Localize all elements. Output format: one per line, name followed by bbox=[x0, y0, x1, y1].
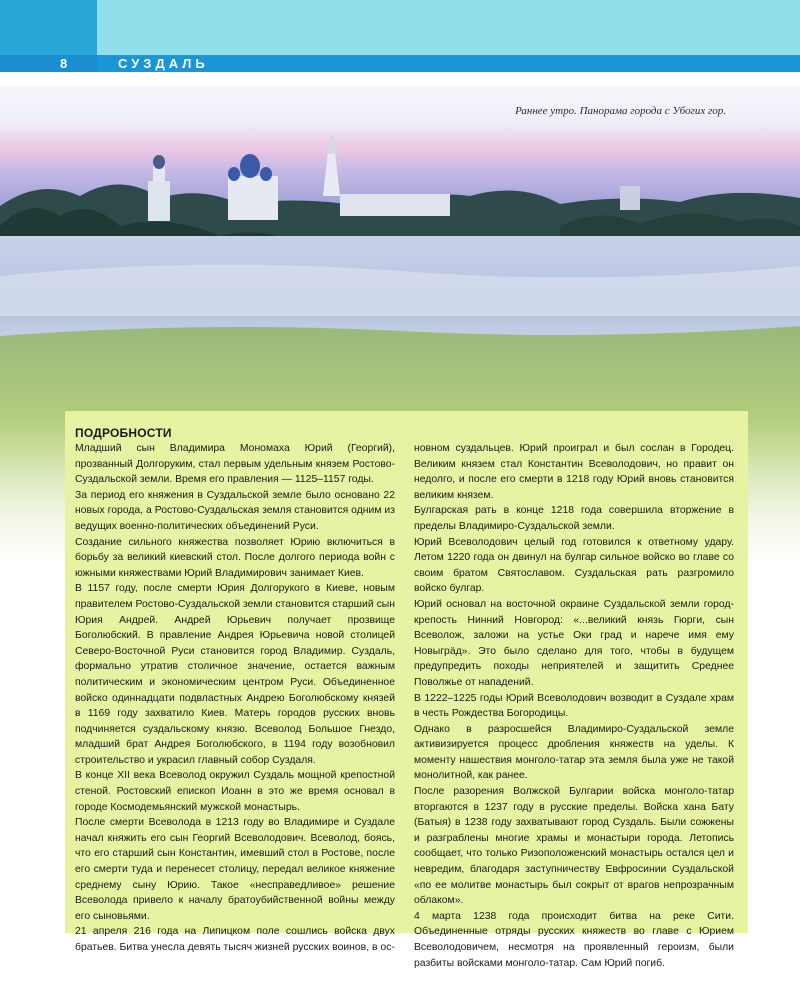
paragraph: В конце XII века Всеволод окружил Суздаль мощной крепостной стеной. Ростовский епископ Иоанн в это же время основал в городе Космодемьянский мужской монастырь. bbox=[75, 770, 395, 813]
paragraph: Младший сын Владимира Мономаха Юрий (Георгий), прозванный Долгоруким, стал первым удельным князем Ростово-Суздальской земли. Время его правления — 1125–1157 годы. bbox=[75, 443, 395, 486]
paragraph: Булгарская рать в конце 1218 года совершила вторжение в пределы Владимиро-Суздальской земли. bbox=[414, 505, 734, 532]
photo-caption: Раннее утро. Панорама города с Убогих гор. bbox=[515, 105, 726, 117]
paragraph: После смерти Всеволода в 1213 году во Владимире и Суздале начал княжить его сын Георгий Всеволодович. Всеволод, боясь, что его старший сын Константин, имевший стол в Ростове, после его смерти туда и перенесет столицу, передал великое княжение среднему сыну Юрию. Такое «несправедливое» решение Всеволода привело к началу братоубийственной войны между его сыновьями. bbox=[75, 817, 395, 922]
details-column-left bbox=[75, 441, 395, 956]
paragraph: 4 марта 1238 года происходит битва на реке Сити. Объединенные отряды русских княжеств во главе с Юрием Всеволодовичем, несмотря на проявленный героизм, были разбиты войсками монголо-татар. Сам Юрий погиб. bbox=[414, 910, 734, 969]
paragraph: 21 апреля 216 года на Липицком поле сошлись войска двух братьев. Битва унесла девять тысяч жизней русских воинов, в ос- bbox=[75, 926, 395, 953]
paragraph: Создание сильного княжества позволяет Юрию включиться в борьбу за великий киевский стол. После долгого периода войн с южными княжествами Юрий Владимирович занимает Киев. bbox=[75, 536, 395, 579]
paragraph: За период его княжения в Суздальской земле было основано 22 новых города, а Ростово-Суздальская земля становится одним из ведущих военно-политических объединений Руси. bbox=[75, 489, 395, 532]
paragraph: новном суздальцев. Юрий проиграл и был сослан в Городец. Великим князем стал Константин Всеволодович, но правит он недолго, и после его смерти в 1218 году Юрий вновь становится великим князем. bbox=[414, 443, 734, 501]
paragraph: В 1157 году, после смерти Юрия Долгорукого в Киеве, новым правителем Ростово-Суздальской земли становится старший сын Юрия Андрей. Андрей Юрьевич получает прозвище Боголюбский. В правление Андрея Юрьевича новой столицей Северо-Восточной Руси становится город Владимир. Суздаль, формально утратив столичное значение, остается важным политическим и экономическим центром Руси. Объединенное войско одиннадцати подвластных Андрею Боголюбскому князей в 1169 году захватило Киев. Матерь городов русских вновь подчиняется суздальскому князю. Всеволод Большое Гнездо, младший брат Андрея Боголюбского, в 1194 году возобновил строительство и украсил главный собор Суздаля. bbox=[75, 583, 395, 766]
details-column-right bbox=[414, 441, 734, 971]
details-title: ПОДРОБНОСТИ bbox=[75, 426, 172, 440]
paragraph: В 1222–1225 годы Юрий Всеволодович возводит в Суздале храм в честь Рождества Богородицы. bbox=[414, 692, 734, 720]
paragraph: Юрий основал на восточной окраине Суздальской земли город-крепость Нинний Новгород: «...великий князь Гюрги, сын Всеволож, заложи на устье Оки град и нарече имя ему Новыгрäд». Это было сделано для того, чтобы в будущем предупредить походы неприятелей и защитить Среднее Поволжье от нападений. bbox=[414, 598, 734, 688]
paragraph: Юрий Всеволодович целый год готовился к ответному удару. Летом 1220 года он двинул на булгар сильное войско во главе со своим братом Святославом. Суздальская рать разгромило войско булгар. bbox=[414, 536, 734, 595]
paragraph: После разорения Волжской Булгарии войска монголо-татар вторгаются в 1237 году в русские пределы. Войска хана Бату (Батыя) в 1238 году захватывают город Суздаль. Были сожжены и разграблены многие храмы и монастыри города. Летопись сообщает, что только Ризоположенский монастырь остался цел и невредим, благодаря заступничеству Евфросинии Суздальской «по ее молитве монастырь был сокрыт от врагов непрозрачным облаком». bbox=[414, 786, 734, 907]
paragraph: Однако в разросшейся Владимиро-Суздальской земле активизируется процесс дробления княжеств на уделы. К моменту нашествия монголо-татар эта земля была уже не такой монолитной, как ранее. bbox=[414, 723, 734, 782]
page-number: 8 bbox=[0, 55, 97, 72]
section-title: СУЗДАЛЬ bbox=[118, 56, 209, 71]
